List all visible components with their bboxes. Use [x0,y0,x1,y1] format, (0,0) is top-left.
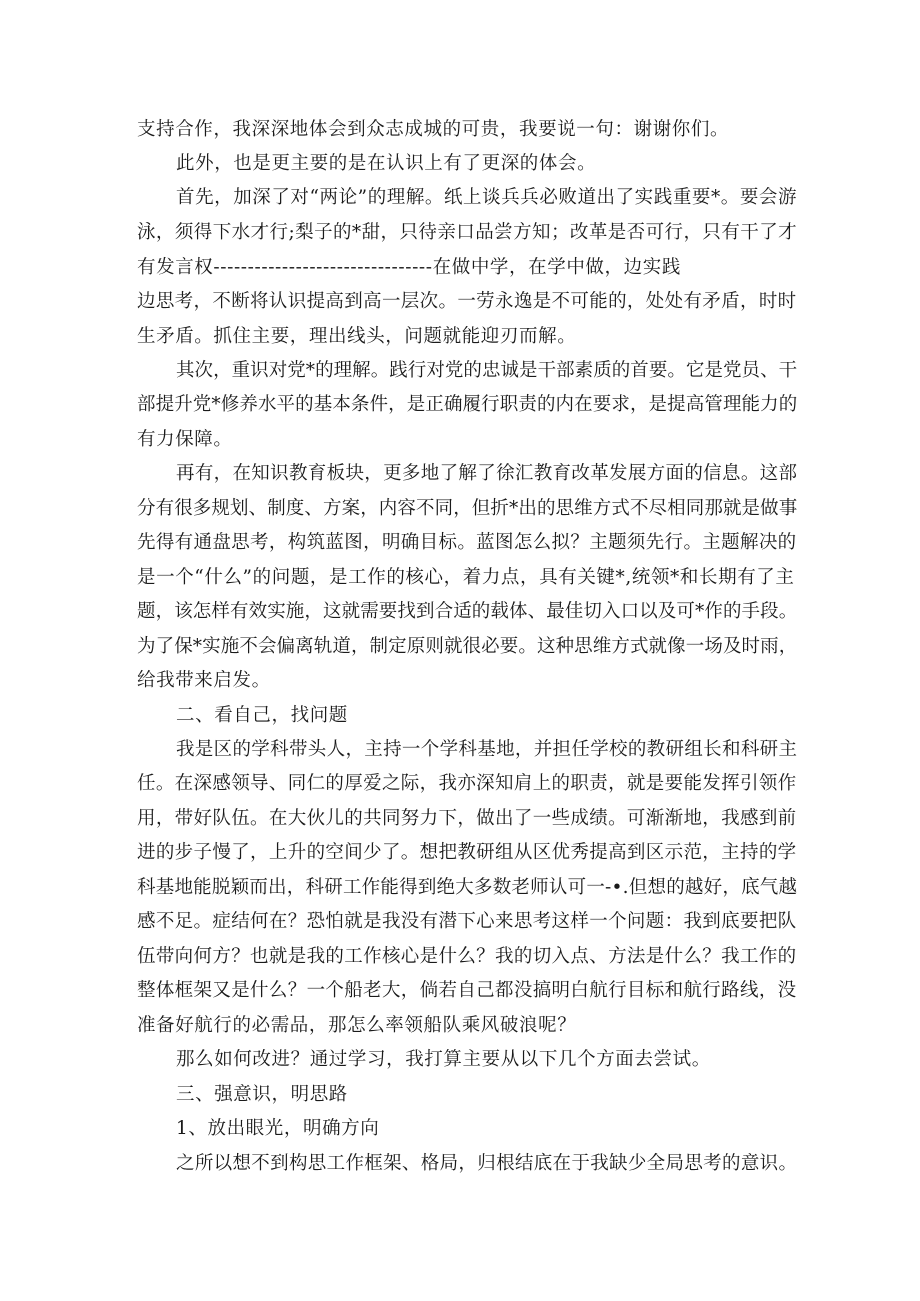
text-line: 边思考，不断将认识提高到高一层次。一劳永逸是不可能的，处处有矛盾，时时 [137,291,797,312]
text-line: 分有很多规划、制度、方案，内容不同，但折*出的思维方式不尽相同那就是做事 [137,498,798,519]
text-line: 给我带来启发。 [137,670,271,691]
text-line: 先得有通盘思考，构筑蓝图，明确目标。蓝图怎么拟？主题须先行。主题解决的 [137,532,797,553]
text-line: 其次，重识对党*的理解。践行对党的忠诚是干部素质的首要。它是党员、干 [176,360,798,381]
section-heading: 三、强意识，明思路 [176,1084,348,1105]
text-line: 我是区的学科带头人，主持一个学科基地，并担任学校的教研组长和科研主 [176,739,798,760]
text-line: 伍带向何方？也就是我的工作核心是什么？我的切入点、方法是什么？我工作的 [137,946,797,967]
text-line: 任。在深感领导、同仁的厚爱之际，我亦深知肩上的职责，就是要能发挥引领作 [137,773,797,794]
section-heading: 二、看自己，找问题 [176,705,348,726]
text-line: 再有，在知识教育板块，更多地了解了徐汇教育改革发展方面的信息。这部 [176,463,798,484]
text-line: 题，该怎样有效实施，这就需要找到合适的载体、最佳切入口以及可*作的手段。 [137,601,798,622]
text-line: 生矛盾。抓住主要，理出线头，问题就能迎刃而解。 [137,326,577,347]
text-line: 科基地能脱颖而出，科研工作能得到绝大多数老师认可一-•.但想的越好，底气越 [137,877,798,898]
text-line: 为了保*实施不会偏离轨道，制定原则就很必要。这种思维方式就像一场及时雨， [137,636,798,657]
text-line: 那么如何改进？通过学习，我打算主要从以下几个方面去尝试。 [176,1049,711,1070]
text-line: 首先，加深了对“两论”的理解。纸上谈兵兵必败道出了实践重要*。要会游 [176,187,798,208]
text-line: 用，带好队伍。在大伙儿的共同努力下，做出了一些成绩。可渐渐地，我感到前 [137,808,797,829]
text-line: 此外，也是更主要的是在认识上有了更深的体会。 [176,153,597,174]
text-line: 进的步子慢了，上升的空间少了。想把教研组从区优秀提高到区示范，主持的学 [137,842,797,863]
text-line: 有力保障。 [137,429,233,450]
text-line: 之所以想不到构思工作框架、格局，归根结底在于我缺少全局思考的意识。 [176,1153,798,1174]
text-line: 是一个“什么”的问题，是工作的核心，着力点，具有关键*,统领*和长期有了主 [137,567,795,588]
text-line: 支持合作，我深深地体会到众志成城的可贵，我要说一句：谢谢你们。 [137,119,730,140]
text-line: 感不足。症结何在？恐怕就是我没有潜下心来思考这样一个问题：我到底要把队 [137,911,797,932]
text-line: 准备好航行的必需品，那怎么率领船队乘风破浪呢？ [137,1015,577,1036]
text-line: 部提升党*修养水平的基本条件，是正确履行职责的内在要求，是提高管理能力的 [137,394,798,415]
text-line: 泳，须得下水才行;梨子的*甜，只待亲口品尝方知；改革是否可行，只有干了才 [137,222,798,243]
text-line: 有发言权--------------------------------在做中学，在学中做，边实践 [137,257,681,278]
subsection-heading: 1、放出眼光，明确方向 [176,1118,380,1139]
text-line: 整体框架又是什么？一个船老大，倘若自己都没搞明白航行目标和航行路线，没 [137,980,797,1001]
